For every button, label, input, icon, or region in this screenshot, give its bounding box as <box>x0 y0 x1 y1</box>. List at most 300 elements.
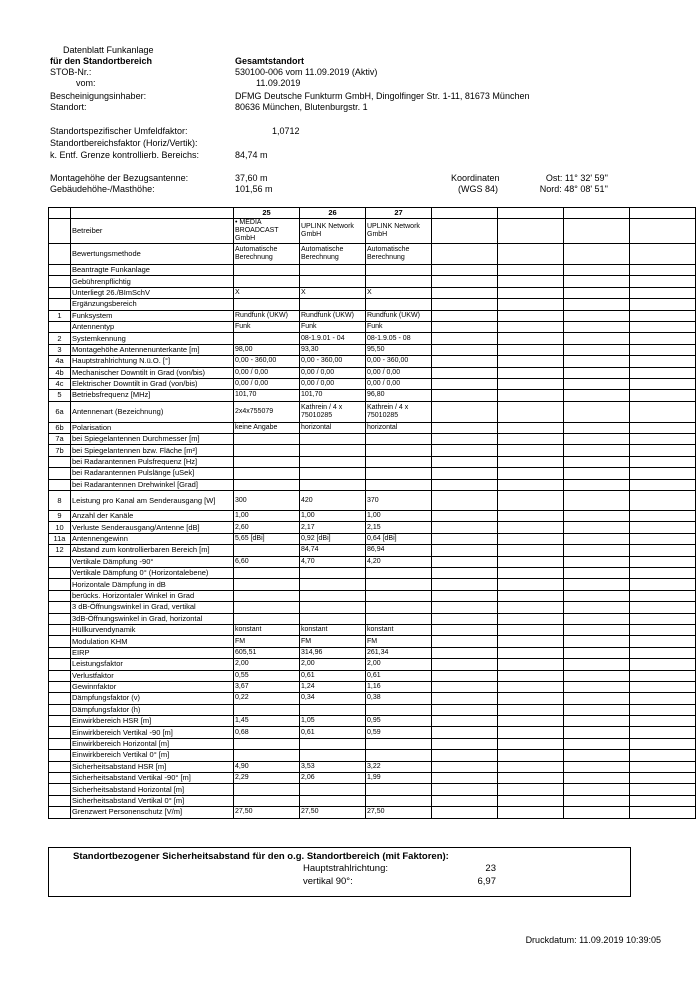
table-cell <box>366 468 432 479</box>
table-cell: 0,00 / 0,00 <box>234 367 300 378</box>
row-number <box>49 299 71 310</box>
table-cell <box>498 693 564 704</box>
umfeld-label: Standortspezifischer Umfeldfaktor: <box>50 126 188 136</box>
table-cell <box>630 545 696 556</box>
table-cell <box>432 602 498 613</box>
table-cell <box>432 773 498 784</box>
row-number <box>49 479 71 490</box>
table-cell: 2,00 <box>300 659 366 670</box>
row-label: Abstand zum kontrollierbaren Bereich [m] <box>71 545 234 556</box>
table-cell <box>234 613 300 624</box>
table-cell <box>498 636 564 647</box>
druckdatum: Druckdatum: 11.09.2019 10:39:05 <box>525 935 661 945</box>
row-number <box>49 613 71 624</box>
table-cell <box>432 390 498 401</box>
table-cell: konstant <box>300 624 366 635</box>
row-label: Antennenart (Bezeichnung) <box>71 401 234 422</box>
table-cell: 1,05 <box>300 716 366 727</box>
table-cell <box>300 299 366 310</box>
column-header <box>432 208 498 219</box>
table-cell <box>630 445 696 456</box>
table-cell <box>432 738 498 749</box>
table-cell <box>564 434 630 445</box>
table-cell: 84,74 <box>300 545 366 556</box>
table-row <box>49 445 696 456</box>
table-cell <box>234 704 300 715</box>
table-cell: FM <box>300 636 366 647</box>
summary-title: Standortbezogener Sicherheitsabstand für den o.g. Standortbereich (mit Faktoren): <box>73 851 449 862</box>
row-number: 5 <box>49 390 71 401</box>
row-number <box>49 468 71 479</box>
table-cell <box>630 321 696 332</box>
table-row <box>49 636 696 647</box>
table-cell <box>630 276 696 287</box>
row-label: Polarisation <box>71 422 234 433</box>
table-row <box>49 390 696 401</box>
table-cell <box>630 533 696 544</box>
data-table <box>48 207 696 819</box>
inhaber-value: DFMG Deutsche Funkturm GmbH, Dingolfinger Str. 1-11, 81673 München <box>235 91 530 101</box>
table-cell <box>234 590 300 601</box>
table-cell <box>630 693 696 704</box>
row-number <box>49 636 71 647</box>
table-cell: 0,00 - 360,00 <box>234 356 300 367</box>
row-number <box>49 556 71 567</box>
table-cell: 08-1.9.01 - 04 <box>300 333 366 344</box>
table-cell <box>630 590 696 601</box>
table-cell <box>234 265 300 276</box>
row-number: 4a <box>49 356 71 367</box>
table-cell <box>564 602 630 613</box>
table-cell <box>564 219 630 244</box>
table-cell: Automatische Berechnung <box>234 244 300 265</box>
row-label: Leistungsfaktor <box>71 659 234 670</box>
table-cell <box>300 434 366 445</box>
table-row <box>49 750 696 761</box>
table-cell: Funk <box>234 321 300 332</box>
row-label: Dämpfungsfaktor (h) <box>71 704 234 715</box>
row-label: Montagehöhe Antennenunterkante [m] <box>71 344 234 355</box>
table-row <box>49 727 696 738</box>
row-number: 12 <box>49 545 71 556</box>
table-cell <box>564 613 630 624</box>
table-cell <box>630 567 696 578</box>
row-label: Gebührenpflichtig <box>71 276 234 287</box>
table-cell <box>564 390 630 401</box>
table-cell <box>564 522 630 533</box>
table-row <box>49 456 696 467</box>
table-cell <box>432 636 498 647</box>
table-cell <box>630 784 696 795</box>
table-cell <box>498 333 564 344</box>
table-cell <box>630 647 696 658</box>
table-cell <box>432 321 498 332</box>
table-cell: Kathrein / 4 x 75010285 <box>366 401 432 422</box>
table-cell <box>498 344 564 355</box>
table-cell <box>432 456 498 467</box>
table-cell <box>498 491 564 511</box>
table-cell <box>234 468 300 479</box>
table-cell <box>432 556 498 567</box>
table-cell <box>234 795 300 806</box>
table-cell: 101,70 <box>300 390 366 401</box>
row-label: Antennentyp <box>71 321 234 332</box>
table-cell <box>300 704 366 715</box>
table-row <box>49 310 696 321</box>
column-header: 27 <box>366 208 432 219</box>
row-label: berücks. Horizontaler Winkel in Grad <box>71 590 234 601</box>
table-cell <box>366 579 432 590</box>
table-cell <box>432 522 498 533</box>
summary-box <box>48 847 631 897</box>
table-cell <box>432 761 498 772</box>
table-cell <box>432 265 498 276</box>
table-cell <box>498 659 564 670</box>
table-cell: 101,70 <box>234 390 300 401</box>
table-cell: 0,22 <box>234 693 300 704</box>
table-cell: Kathrein / 4 x 75010285 <box>300 401 366 422</box>
table-cell: 2,60 <box>234 522 300 533</box>
nord-value: Nord: 48° 08' 51'' <box>539 184 608 194</box>
table-header-row <box>49 208 696 219</box>
table-cell <box>498 773 564 784</box>
table-cell <box>498 390 564 401</box>
table-cell <box>564 333 630 344</box>
table-cell <box>630 807 696 818</box>
table-cell <box>432 344 498 355</box>
table-cell: 0,68 <box>234 727 300 738</box>
row-label: Verluste Senderausgang/Antenne [dB] <box>71 522 234 533</box>
table-cell <box>630 522 696 533</box>
umfeld-value: 1,0712 <box>272 126 300 136</box>
table-row <box>49 378 696 389</box>
table-cell <box>564 761 630 772</box>
row-label: Einwirkbereich HSR [m] <box>71 716 234 727</box>
table-cell <box>564 378 630 389</box>
table-cell <box>432 647 498 658</box>
table-cell: 2,00 <box>366 659 432 670</box>
table-cell <box>630 681 696 692</box>
table-cell: 4,90 <box>234 761 300 772</box>
table-cell <box>300 579 366 590</box>
table-cell <box>366 265 432 276</box>
table-cell <box>366 299 432 310</box>
table-cell <box>564 624 630 635</box>
table-cell <box>234 479 300 490</box>
table-cell <box>432 276 498 287</box>
table-cell <box>234 333 300 344</box>
table-cell <box>630 670 696 681</box>
table-row <box>49 522 696 533</box>
row-label: Einwirkbereich Horizontal [m] <box>71 738 234 749</box>
table-cell <box>564 445 630 456</box>
table-cell <box>630 556 696 567</box>
row-label: Verlustfaktor <box>71 670 234 681</box>
row-number <box>49 727 71 738</box>
row-number: 8 <box>49 491 71 511</box>
table-cell <box>498 613 564 624</box>
column-header: 26 <box>300 208 366 219</box>
table-cell <box>498 356 564 367</box>
table-cell <box>498 468 564 479</box>
table-cell <box>564 468 630 479</box>
row-number <box>49 602 71 613</box>
table-cell <box>234 545 300 556</box>
table-cell: Rundfunk (UKW) <box>300 310 366 321</box>
row-number <box>49 321 71 332</box>
table-cell <box>234 299 300 310</box>
table-cell <box>564 636 630 647</box>
table-cell <box>432 567 498 578</box>
table-cell: X <box>366 287 432 298</box>
table-cell <box>498 624 564 635</box>
table-cell <box>498 567 564 578</box>
row-number <box>49 670 71 681</box>
table-cell: Funk <box>300 321 366 332</box>
table-cell <box>630 727 696 738</box>
table-cell <box>498 784 564 795</box>
row-number <box>49 579 71 590</box>
row-label: Einwirkbereich Vertikal -90 [m] <box>71 727 234 738</box>
row-label: Anzahl der Kanäle <box>71 511 234 522</box>
table-cell <box>432 445 498 456</box>
row-label: Vertikale Dämpfung -90° <box>71 556 234 567</box>
table-cell <box>564 556 630 567</box>
row-number <box>49 784 71 795</box>
table-cell: Funk <box>366 321 432 332</box>
table-cell <box>300 795 366 806</box>
table-cell <box>432 613 498 624</box>
table-cell <box>432 244 498 265</box>
row-label: Dämpfungsfaktor (v) <box>71 693 234 704</box>
table-cell: 27,50 <box>300 807 366 818</box>
row-number: 6a <box>49 401 71 422</box>
column-header <box>564 208 630 219</box>
row-number <box>49 795 71 806</box>
row-label: Leistung pro Kanal am Senderausgang [W] <box>71 491 234 511</box>
table-cell <box>498 750 564 761</box>
table-cell <box>432 750 498 761</box>
table-cell <box>630 761 696 772</box>
table-cell <box>366 738 432 749</box>
table-cell <box>630 750 696 761</box>
table-cell: 0,61 <box>366 670 432 681</box>
vom-value: 11.09.2019 <box>256 78 301 88</box>
header-label-cell <box>71 208 234 219</box>
table-cell: 0,61 <box>300 727 366 738</box>
table-cell <box>564 659 630 670</box>
table-cell <box>564 367 630 378</box>
table-cell <box>366 567 432 578</box>
table-cell <box>564 704 630 715</box>
wgs-label: (WGS 84) <box>458 184 499 194</box>
table-cell <box>432 533 498 544</box>
table-cell: konstant <box>366 624 432 635</box>
table-cell <box>630 219 696 244</box>
table-cell: UPLINK Network GmbH <box>300 219 366 244</box>
table-cell <box>498 422 564 433</box>
table-cell <box>564 401 630 422</box>
table-cell <box>432 511 498 522</box>
column-header <box>630 208 696 219</box>
table-cell <box>498 681 564 692</box>
row-label: Gewinnfaktor <box>71 681 234 692</box>
table-cell <box>498 299 564 310</box>
row-number: 6b <box>49 422 71 433</box>
table-cell <box>564 693 630 704</box>
table-cell <box>366 479 432 490</box>
table-cell: 0,95 <box>366 716 432 727</box>
doc-title: Datenblatt Funkanlage <box>63 45 154 55</box>
table-cell <box>300 445 366 456</box>
table-cell <box>630 310 696 321</box>
table-cell <box>300 567 366 578</box>
table-cell <box>498 378 564 389</box>
table-row <box>49 670 696 681</box>
table-cell <box>366 445 432 456</box>
table-cell <box>630 333 696 344</box>
grenze-value: 84,74 m <box>235 150 268 160</box>
table-cell <box>234 434 300 445</box>
table-cell <box>564 511 630 522</box>
table-row <box>49 356 696 367</box>
column-header <box>498 208 564 219</box>
table-cell <box>630 491 696 511</box>
column-header: 25 <box>234 208 300 219</box>
table-cell <box>432 727 498 738</box>
table-cell: 6,60 <box>234 556 300 567</box>
row-number <box>49 716 71 727</box>
table-row <box>49 545 696 556</box>
row-label: Antennengewinn <box>71 533 234 544</box>
table-cell <box>630 265 696 276</box>
table-row <box>49 468 696 479</box>
table-cell <box>564 265 630 276</box>
table-cell <box>630 244 696 265</box>
row-number <box>49 693 71 704</box>
vert-value: 6,97 <box>477 876 496 887</box>
row-number <box>49 456 71 467</box>
row-label: Bewertungsmethode <box>71 244 234 265</box>
table-cell: 3,22 <box>366 761 432 772</box>
table-cell <box>234 750 300 761</box>
table-cell <box>432 468 498 479</box>
doc-subtitle: für den Standortbereich <box>50 56 153 66</box>
table-cell <box>630 401 696 422</box>
table-cell <box>300 784 366 795</box>
table-cell <box>432 659 498 670</box>
table-cell: 300 <box>234 491 300 511</box>
row-number: 10 <box>49 522 71 533</box>
row-label: Beantragte Funkanlage <box>71 265 234 276</box>
table-cell: 420 <box>300 491 366 511</box>
table-cell <box>366 704 432 715</box>
table-cell <box>366 795 432 806</box>
table-cell <box>498 310 564 321</box>
table-cell <box>300 738 366 749</box>
table-cell <box>564 244 630 265</box>
table-cell <box>630 795 696 806</box>
table-cell <box>498 590 564 601</box>
table-cell <box>630 511 696 522</box>
row-number <box>49 624 71 635</box>
table-cell: konstant <box>234 624 300 635</box>
table-cell <box>498 795 564 806</box>
table-cell <box>630 378 696 389</box>
table-cell <box>564 579 630 590</box>
table-cell <box>498 479 564 490</box>
row-label: Hauptstrahlrichtung N.ü.O. [°] <box>71 356 234 367</box>
row-number <box>49 647 71 658</box>
table-cell: UPLINK Network GmbH <box>366 219 432 244</box>
table-cell <box>432 299 498 310</box>
table-cell <box>498 401 564 422</box>
row-number: 9 <box>49 511 71 522</box>
table-cell <box>432 545 498 556</box>
stob-value: 530100-006 vom 11.09.2019 (Aktiv) <box>235 67 378 77</box>
table-cell <box>564 807 630 818</box>
table-cell: 605,51 <box>234 647 300 658</box>
table-row <box>49 647 696 658</box>
table-cell <box>630 602 696 613</box>
table-cell <box>234 567 300 578</box>
row-label: Sicherheitsabstand Vertikal 0° [m] <box>71 795 234 806</box>
table-cell: Rundfunk (UKW) <box>234 310 300 321</box>
table-cell: 2,29 <box>234 773 300 784</box>
header-num-cell <box>49 208 71 219</box>
table-cell <box>498 761 564 772</box>
table-row <box>49 716 696 727</box>
table-row <box>49 807 696 818</box>
table-cell <box>432 219 498 244</box>
table-cell <box>564 321 630 332</box>
row-label: Unterliegt 26./BImSchV <box>71 287 234 298</box>
table-cell <box>234 276 300 287</box>
row-label: Hüllkurvendynamik <box>71 624 234 635</box>
table-cell <box>564 795 630 806</box>
table-row <box>49 624 696 635</box>
table-cell <box>432 310 498 321</box>
haupt-value: 23 <box>485 863 496 874</box>
table-cell <box>564 356 630 367</box>
table-cell: 27,50 <box>234 807 300 818</box>
table-cell: 0,00 / 0,00 <box>300 378 366 389</box>
table-row <box>49 287 696 298</box>
table-cell <box>564 738 630 749</box>
table-cell: 0,00 / 0,00 <box>300 367 366 378</box>
table-cell <box>564 750 630 761</box>
row-label: Betriebsfrequenz [MHz] <box>71 390 234 401</box>
table-cell: 370 <box>366 491 432 511</box>
table-cell: 0,55 <box>234 670 300 681</box>
row-number <box>49 738 71 749</box>
row-number <box>49 773 71 784</box>
table-cell <box>498 456 564 467</box>
inhaber-label: Bescheinigungsinhaber: <box>50 91 147 101</box>
table-cell <box>300 590 366 601</box>
row-label: Sicherheitsabstand HSR [m] <box>71 761 234 772</box>
table-cell: 5,65 [dBi] <box>234 533 300 544</box>
table-row <box>49 795 696 806</box>
koordinaten-label: Koordinaten <box>451 173 500 183</box>
table-cell <box>432 624 498 635</box>
table-cell: 2,06 <box>300 773 366 784</box>
table-cell: • MEDIA BROADCAST GmbH <box>234 219 300 244</box>
table-cell <box>498 445 564 456</box>
gebaeude-value: 101,56 m <box>235 184 273 194</box>
gesamt-label: Gesamtstandort <box>235 56 305 66</box>
table-cell: 0,00 / 0,00 <box>366 378 432 389</box>
